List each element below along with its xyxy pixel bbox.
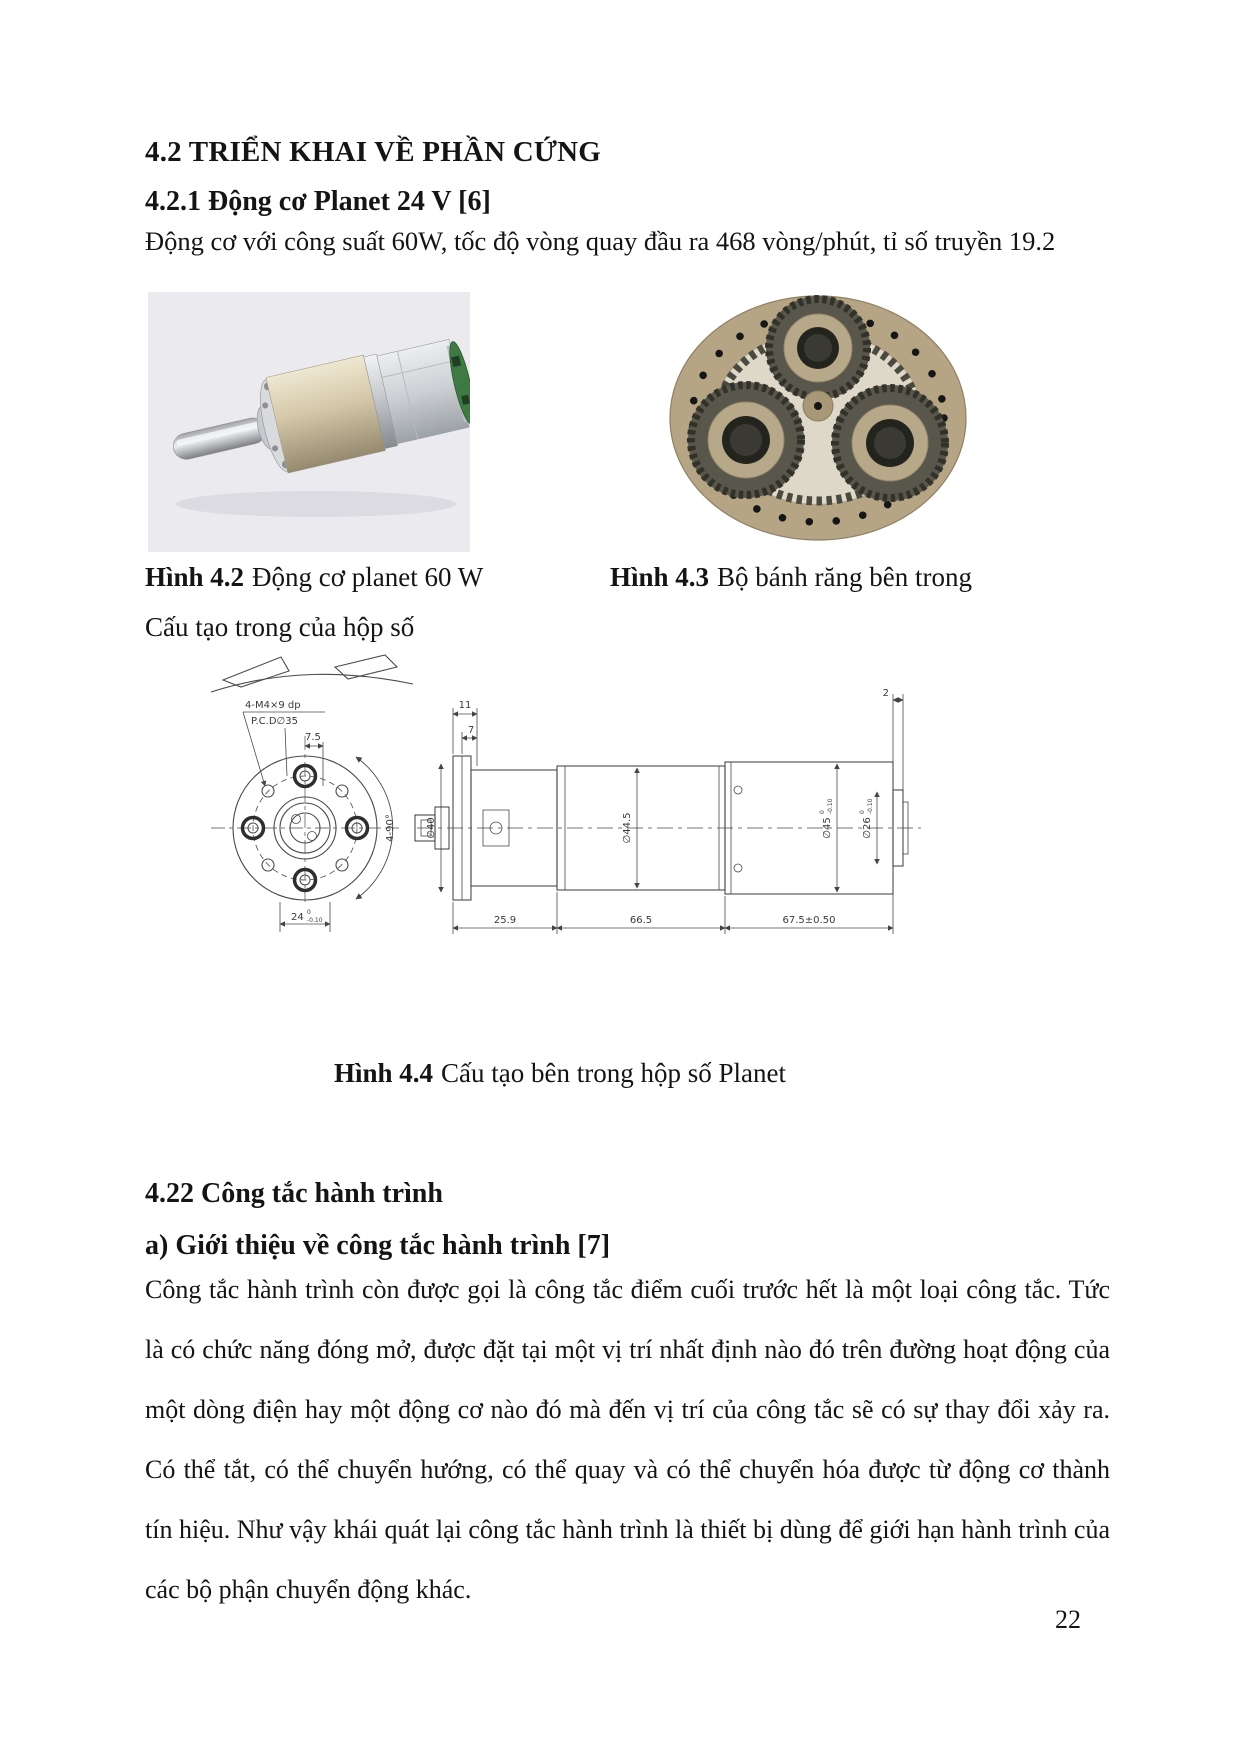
label-pcd: P.C.D∅35 bbox=[251, 716, 298, 727]
label-d45: ∅45 bbox=[822, 817, 833, 839]
label-67-5: 67.5±0.50 bbox=[782, 915, 836, 926]
section-heading: 4.2 TRIỂN KHAI VỀ PHẦN CỨNG bbox=[145, 136, 602, 168]
label-7: 7 bbox=[467, 725, 475, 736]
label-24: 24 bbox=[291, 912, 304, 923]
sun-shaft bbox=[803, 391, 833, 421]
label-bolt-spec: 4-M4×9 dp bbox=[245, 700, 301, 711]
planet-gear-left bbox=[688, 382, 804, 498]
section-2-subheading: a) Giới thiệu về công tắc hành trình [7] bbox=[145, 1230, 611, 1261]
label-2: 2 bbox=[882, 688, 889, 699]
gearbox-note: Cấu tạo trong của hộp số bbox=[145, 612, 415, 642]
figure-4-2-text: Động cơ planet 60 W bbox=[252, 562, 484, 592]
planet-gear-top bbox=[766, 296, 870, 400]
surface-finish-symbols bbox=[211, 655, 413, 692]
figure-4-3-label: Hình 4.3 bbox=[610, 562, 710, 592]
figure-4-4-caption bbox=[70, 1058, 1050, 1089]
label-d45-tol-upper: 0 bbox=[819, 810, 826, 814]
label-24-tol-lower: -0.10 bbox=[307, 917, 323, 924]
label-25-9: 25.9 bbox=[493, 915, 517, 926]
label-4-90: 4-90° bbox=[385, 814, 396, 842]
gears-photo-graphic bbox=[618, 278, 993, 553]
technical-drawing-graphic bbox=[185, 650, 925, 955]
figure-4-4-text: Cấu tạo bên trong hộp số Planet bbox=[441, 1058, 786, 1088]
label-d44-5: ∅44.5 bbox=[622, 812, 633, 844]
figure-4-3-text: Bộ bánh răng bên trong bbox=[717, 562, 972, 592]
label-d40: ∅40 bbox=[426, 817, 437, 839]
motor-side-view bbox=[415, 756, 921, 900]
label-d26: ∅26 bbox=[862, 817, 873, 839]
planet-gear-right bbox=[832, 385, 948, 501]
label-d26-tol-upper: 0 bbox=[859, 810, 866, 814]
section-2-heading: 4.22 Công tắc hành trình bbox=[145, 1178, 443, 1209]
label-66-5: 66.5 bbox=[629, 915, 653, 926]
figure-4-2-caption bbox=[145, 562, 483, 593]
figure-4-4-label: Hình 4.4 bbox=[334, 1058, 434, 1088]
figure-gears-photo bbox=[618, 278, 993, 553]
intro-paragraph: Động cơ với công suất 60W, tốc độ vòng quay đầu ra 468 vòng/phút, tỉ số truyền 19.2 bbox=[145, 226, 1056, 256]
label-24-tol-upper: 0 bbox=[307, 909, 311, 916]
figure-motor-photo bbox=[148, 292, 470, 552]
figure-4-2-label: Hình 4.2 bbox=[145, 562, 245, 592]
figure-technical-drawing bbox=[185, 650, 925, 955]
label-11: 11 bbox=[458, 700, 472, 711]
subsection-heading: 4.2.1 Động cơ Planet 24 V [6] bbox=[145, 186, 491, 217]
label-7-5: 7.5 bbox=[305, 732, 321, 743]
motor-photo-graphic bbox=[148, 292, 470, 552]
figure-4-3-caption bbox=[610, 562, 972, 593]
flange-front-view bbox=[211, 736, 399, 902]
page-number: 22 bbox=[1055, 1605, 1081, 1634]
label-d45-tol-lower: -0.10 bbox=[827, 798, 834, 814]
section-2-body: Công tắc hành trình còn được gọi là công tắc điểm cuối trước hết là một loại công tắc. Tức là có chức năng đóng mở, được đặt tại một vị trí nhất định nào đó trên đường hoạt động của một dòng điện hay một động cơ nào đó mà đến vị trí của công tắc sẽ có sự thay đổi xảy ra. Có thể tắt, có thể chuyển hướng, có thể quay và có thể chuyển hóa được từ động cơ thành tín hiệu. Như vậy khái quát lại công tắc hành trình là thiết bị dùng để giới hạn hành trình của các bộ phận chuyển động khác. bbox=[145, 1275, 1110, 1604]
label-d26-tol-lower: -0.10 bbox=[867, 798, 874, 814]
